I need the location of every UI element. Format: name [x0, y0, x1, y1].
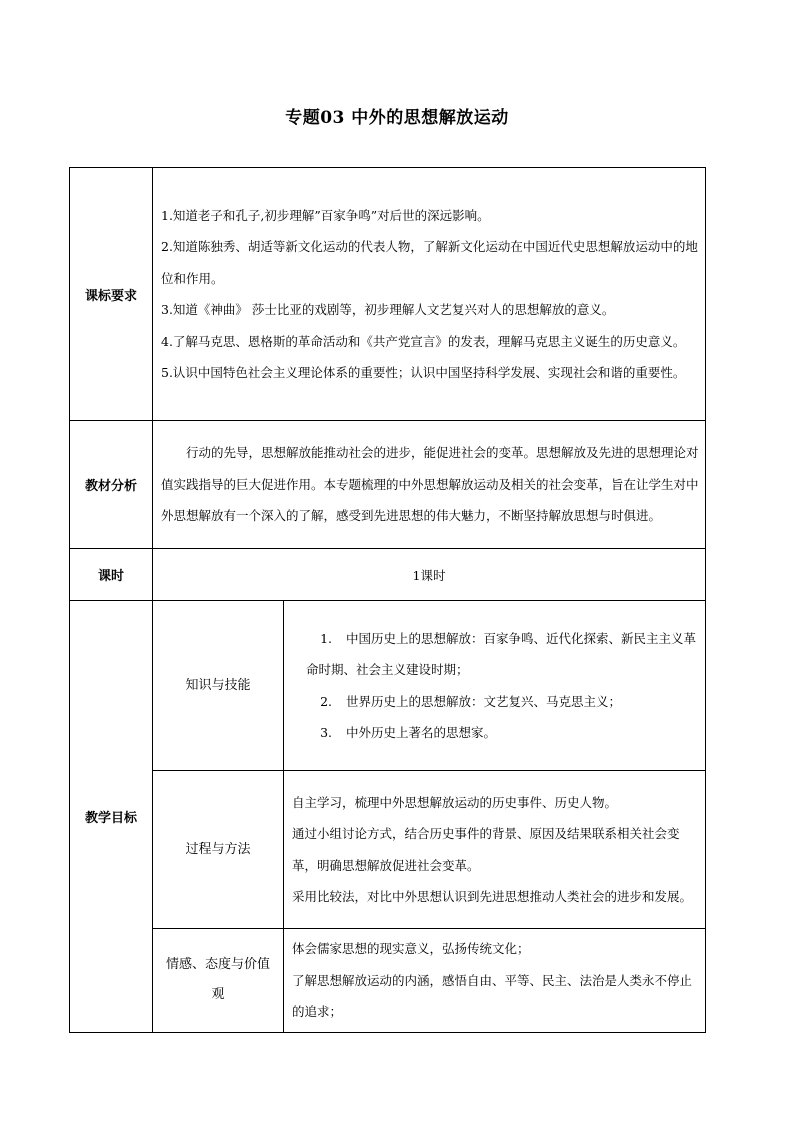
emotion-content [284, 929, 706, 1033]
standard-item-5: 5.认识中国特色社会主义理论体系的重要性；认识中国坚持科学发展、实现社会和谐的重要性。 [161, 365, 686, 380]
goals-emotion-row [70, 929, 706, 1033]
hours-value: 1课时 [153, 549, 706, 601]
knowledge-label: 知识与技能 [153, 601, 284, 771]
process-item-2: 通过小组讨论方式，结合历史事件的背景、原因及结果联系相关社会变革，明确思想解放促进社会变革。 [292, 826, 680, 873]
process-item-3: 采用比较法，对比中外思想认识到先进思想推动人类社会的进步和发展。 [292, 889, 693, 904]
process-item-1: 自主学习，梳理中外思想解放运动的历史事件、历史人物。 [292, 794, 618, 810]
hours-label: 课时 [70, 549, 153, 601]
goals-process-row [70, 771, 706, 929]
emotion-label: 情感、态度与价值观 [153, 929, 284, 1033]
knowledge-item-1 [292, 623, 699, 686]
knowledge-content [284, 601, 706, 771]
page-title: 专题03 中外的思想解放运动 [285, 108, 509, 128]
knowledge-item-2-number: 2. [320, 693, 332, 709]
knowledge-item-2-text: 世界历史上的思想解放：文艺复兴、马克思主义； [346, 693, 622, 709]
process-content [284, 771, 706, 929]
knowledge-item-1-text: 中国历史上的思想解放：百家争鸣、近代化探索、新民主主义革命时期、社会主义建设时期； [306, 630, 697, 677]
standards-content [153, 168, 706, 421]
knowledge-item-3-number: 3. [320, 725, 332, 740]
process-label: 过程与方法 [153, 771, 284, 929]
hours-row [70, 549, 706, 601]
lesson-plan-table [69, 167, 706, 1033]
goals-label: 教学目标 [70, 601, 153, 1033]
standard-item-4: 4.了解马克思、恩格斯的革命活动和《共产党宣言》的发表，理解马克思主义诞生的历史意义。 [161, 333, 686, 349]
emotion-item-1: 体会儒家思想的现实意义，弘扬传统文化； [292, 941, 530, 956]
knowledge-item-2 [292, 686, 699, 718]
knowledge-item-3 [292, 717, 699, 749]
analysis-text: 行动的先导，思想解放能推动社会的进步，能促进社会的变革。思想解放及先进的思想理论对值实践指导的巨大促进作用。本专题梳理的中外思想解放运动及相关的社会变革，旨在让学生对中外思想解放有一个深入的了解，感受到先进思想的伟大魅力，不断坚持解放思想与时俱进。 [153, 421, 706, 549]
standard-item-2: 2.知道陈独秀、胡适等新文化运动的代表人物，了解新文化运动在中国近代史思想解放运动中的地位和作用。 [161, 239, 698, 286]
emotion-item-2: 了解思想解放运动的内涵，感悟自由、平等、民主、法治是人类永不停止的追求； [292, 972, 693, 1019]
standard-item-1: 1.知道老子和孔子,初步理解”百家争鸣”对后世的深远影响。 [161, 207, 490, 223]
goals-knowledge-row [70, 601, 706, 771]
knowledge-item-3-text: 中外历史上著名的思想家。 [346, 725, 497, 740]
standards-row [70, 168, 706, 421]
standard-item-3: 3.知道《神曲》 莎士比亚的戏剧等，初步理解人文艺复兴对人的思想解放的意义。 [161, 302, 615, 317]
analysis-label: 教材分析 [70, 421, 153, 549]
standards-label: 课标要求 [70, 168, 153, 421]
analysis-row [70, 421, 706, 549]
knowledge-item-1-number: 1. [320, 630, 332, 646]
